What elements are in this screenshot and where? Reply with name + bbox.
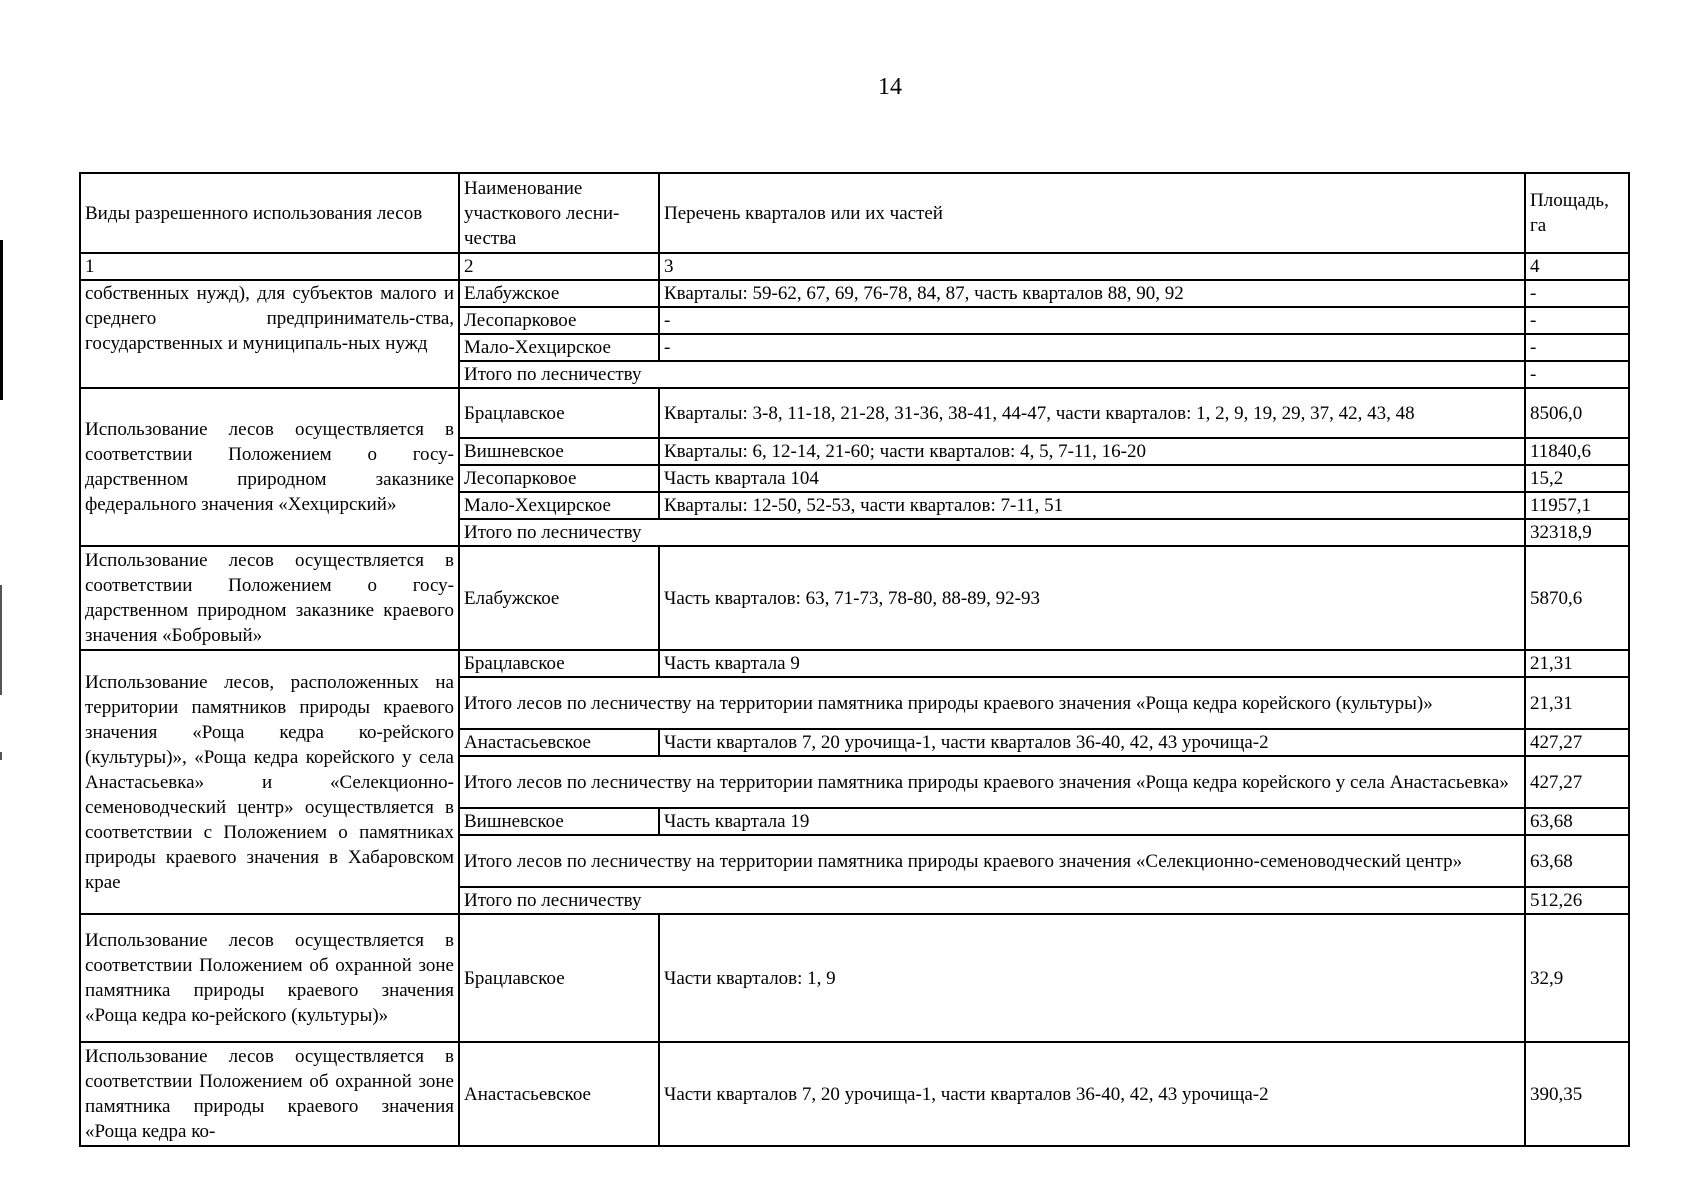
header-area: Площадь, га — [1525, 173, 1629, 253]
subtotal-label: Итого лесов по лесничеству на территории памятника природы краевого значения «Роща кедра корейского у села Анастасьевка» — [459, 756, 1525, 808]
area-cell: 11957,1 — [1525, 492, 1629, 519]
forestry-cell: Анастасьевское — [459, 1042, 659, 1146]
area-cell: 427,27 — [1525, 729, 1629, 756]
table-row — [80, 280, 1629, 307]
use-type-cell: Использование лесов, расположенных на территории памятников природы краевого значения «Роща кедра ко-рейского (культуры)», «Роща кедра корейского у села Анастасьевка» и «Селекционно-семеноводческий центр» осуществляется в соответствии с Положением о памятниках природы краевого значения в Хабаровском крае — [80, 650, 459, 914]
use-type-cell: Использование лесов осуществляется в соответствии Положением о госу-дарственном природном заказнике краевого значения «Бобровый» — [80, 546, 459, 650]
total-area: 512,26 — [1525, 887, 1629, 914]
quarters-cell: Кварталы: 12-50, 52-53, части кварталов: 7-11, 51 — [659, 492, 1525, 519]
subtotal-label: Итого лесов по лесничеству на территории памятника природы краевого значения «Селекционно-семеноводческий центр» — [459, 835, 1525, 887]
total-area: 32318,9 — [1525, 519, 1629, 546]
quarters-cell: Кварталы: 6, 12-14, 21-60; части кварталов: 4, 5, 7-11, 16-20 — [659, 438, 1525, 465]
column-index: 3 — [659, 253, 1525, 280]
forestry-cell: Елабужское — [459, 546, 659, 650]
quarters-cell: Кварталы: 3-8, 11-18, 21-28, 31-36, 38-41, 44-47, части кварталов: 1, 2, 9, 19, 29, 37, 42, 43, 48 — [659, 388, 1525, 438]
table-row — [80, 388, 1629, 438]
table-row — [80, 546, 1629, 650]
forestry-cell: Вишневское — [459, 438, 659, 465]
quarters-cell: Кварталы: 59-62, 67, 69, 76-78, 84, 87, часть кварталов 88, 90, 92 — [659, 280, 1525, 307]
subtotal-area: 63,68 — [1525, 835, 1629, 887]
area-cell: 5870,6 — [1525, 546, 1629, 650]
column-index: 2 — [459, 253, 659, 280]
area-cell: - — [1525, 280, 1629, 307]
quarters-cell: Часть квартала 9 — [659, 650, 1525, 677]
area-cell: 15,2 — [1525, 465, 1629, 492]
area-cell: - — [1525, 334, 1629, 361]
forestry-cell: Вишневское — [459, 808, 659, 835]
quarters-cell: Части кварталов 7, 20 урочища-1, части кварталов 36-40, 42, 43 урочища-2 — [659, 1042, 1525, 1146]
forestry-cell: Брацлавское — [459, 388, 659, 438]
total-label: Итого по лесничеству — [459, 361, 1525, 388]
table-row — [80, 650, 1629, 677]
quarters-cell: - — [659, 334, 1525, 361]
forest-use-table — [79, 172, 1630, 1147]
quarters-cell: Части кварталов 7, 20 урочища-1, части кварталов 36-40, 42, 43 урочища-2 — [659, 729, 1525, 756]
table-header-row — [80, 173, 1629, 253]
area-cell: 21,31 — [1525, 650, 1629, 677]
forestry-cell: Брацлавское — [459, 914, 659, 1042]
header-quarters: Перечень кварталов или их частей — [659, 173, 1525, 253]
quarters-cell: Часть квартала 104 — [659, 465, 1525, 492]
subtotal-area: 427,27 — [1525, 756, 1629, 808]
subtotal-label: Итого лесов по лесничеству на территории памятника природы краевого значения «Роща кедра корейского (культуры)» — [459, 677, 1525, 729]
total-area: - — [1525, 361, 1629, 388]
use-type-cell: Использование лесов осуществляется в соответствии Положением об охранной зоне памятника природы краевого значения «Роща кедра ко-рейского (культуры)» — [80, 914, 459, 1042]
use-type-cell: Использование лесов осуществляется в соответствии Положением о госу-дарственном природном заказнике федерального значения «Хехцирский» — [80, 388, 459, 546]
quarters-cell: Часть квартала 19 — [659, 808, 1525, 835]
forestry-cell: Анастасьевское — [459, 729, 659, 756]
header-use-type: Виды разрешенного использования лесов — [80, 173, 459, 253]
forestry-cell: Елабужское — [459, 280, 659, 307]
table-row — [80, 914, 1629, 1042]
quarters-cell: - — [659, 307, 1525, 334]
forestry-cell: Брацлавское — [459, 650, 659, 677]
quarters-cell: Часть кварталов: 63, 71-73, 78-80, 88-89, 92-93 — [659, 546, 1525, 650]
use-type-cell: Использование лесов осуществляется в соответствии Положением об охранной зоне памятника природы краевого значения «Роща кедра ко- — [80, 1042, 459, 1146]
quarters-cell: Части кварталов: 1, 9 — [659, 914, 1525, 1042]
forestry-cell: Мало-Хехцирское — [459, 492, 659, 519]
forestry-cell: Лесопарковое — [459, 307, 659, 334]
forestry-cell: Лесопарковое — [459, 465, 659, 492]
area-cell: 390,35 — [1525, 1042, 1629, 1146]
binding-margin-mark — [0, 752, 2, 760]
column-index-row — [80, 253, 1629, 280]
table-row — [80, 1042, 1629, 1146]
column-index: 4 — [1525, 253, 1629, 280]
binding-margin-mark — [0, 240, 3, 400]
area-cell: - — [1525, 307, 1629, 334]
total-label: Итого по лесничеству — [459, 519, 1525, 546]
binding-margin-mark — [0, 585, 2, 695]
page-number: 14 — [878, 74, 902, 100]
column-index: 1 — [80, 253, 459, 280]
forestry-cell: Мало-Хехцирское — [459, 334, 659, 361]
subtotal-area: 21,31 — [1525, 677, 1629, 729]
total-label: Итого по лесничеству — [459, 887, 1525, 914]
area-cell: 8506,0 — [1525, 388, 1629, 438]
area-cell: 32,9 — [1525, 914, 1629, 1042]
area-cell: 63,68 — [1525, 808, 1629, 835]
area-cell: 11840,6 — [1525, 438, 1629, 465]
header-forestry: Наименование участкового лесни-чества — [459, 173, 659, 253]
use-type-cell: собственных нужд), для субъектов малого и среднего предприниматель-ства, государственных и муниципаль-ных нужд — [80, 280, 459, 388]
